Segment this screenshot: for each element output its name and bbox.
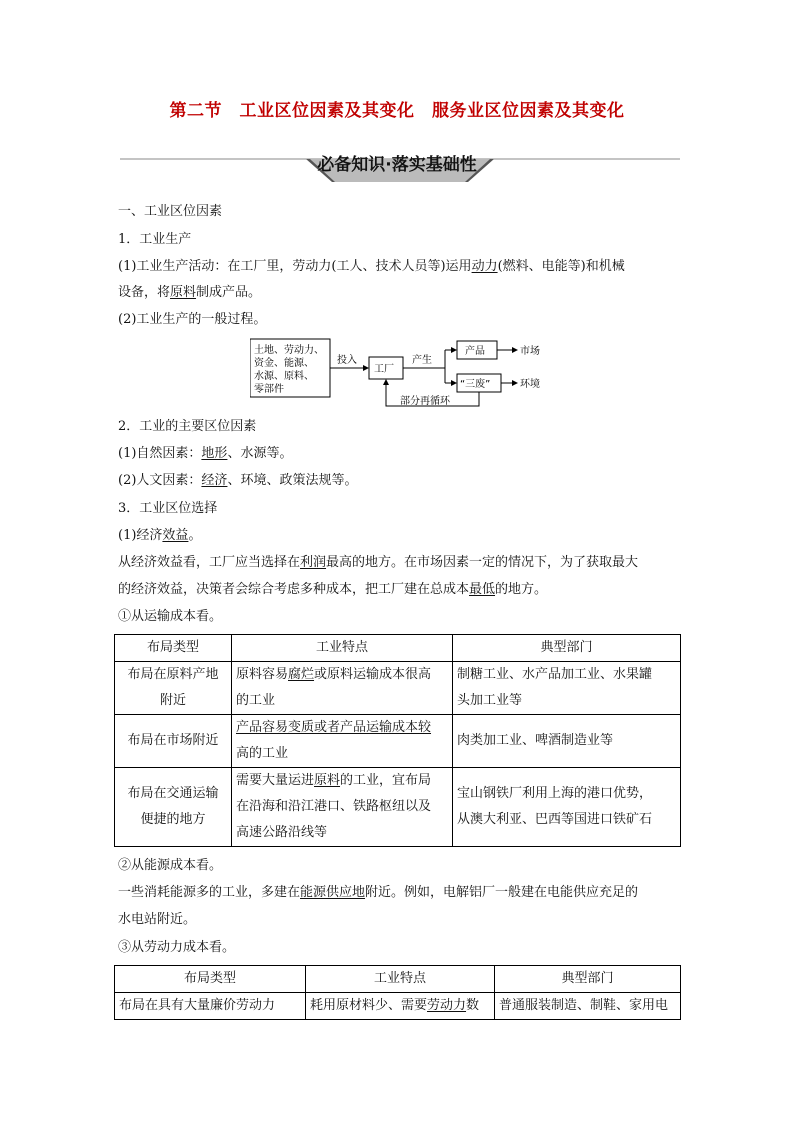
env-label: 环境 [520, 379, 540, 390]
table-cell: 宝山钢铁厂利用上海的港口优势， 从澳大利亚、巴西等国进口铁矿石 [453, 768, 681, 847]
waste-label: “三废” [460, 379, 491, 390]
page-title: 第二节 工业区位因素及其变化 服务业区位因素及其变化 [169, 101, 625, 121]
table-cell: 布局在市场附近 [115, 715, 232, 768]
paragraph: 水电站附近。 [118, 912, 197, 927]
table-cell: 普通服装制造、制鞋、家用电 [495, 993, 681, 1020]
recycle-label: 部分再循环 [400, 396, 450, 407]
input-line: 水源、原料、 [254, 371, 314, 382]
transport-cost-table [114, 634, 681, 847]
table-cell: 需要大量运进原料的工业，宜布局 在沿海和沿江港口、铁路枢纽以及 高速公路沿线等 [232, 768, 453, 847]
table-header: 布局类型 [115, 966, 306, 993]
input-line: 土地、劳动力、 [254, 345, 324, 356]
paragraph: 的经济效益，决策者会综合考虑多种成本，把工厂建在总成本最低的地方。 [118, 582, 548, 597]
produce-label: 产生 [412, 355, 432, 366]
table-header: 典型部门 [495, 966, 681, 993]
invest-label: 投入 [337, 355, 357, 366]
table-row [115, 662, 681, 715]
process-flow-diagram [250, 338, 550, 410]
paragraph: (2)工业生产的一般过程。 [118, 312, 267, 327]
table-cell: 制糖工业、水产品加工业、水果罐 头加工业等 [453, 662, 681, 715]
paragraph: (2)人文因素：经济、环境、政策法规等。 [118, 473, 358, 488]
table-header: 工业特点 [306, 966, 495, 993]
table-row [115, 715, 681, 768]
table-header-row [115, 635, 681, 662]
table-cell: 布局在原料产地 附近 [115, 662, 232, 715]
table-cell: 肉类加工业、啤酒制造业等 [453, 715, 681, 768]
market-label: 市场 [520, 346, 540, 357]
table-header: 典型部门 [453, 635, 681, 662]
table-row [115, 768, 681, 847]
paragraph: 一些消耗能源多的工业，多建在能源供应地附近。例如，电解铝厂一般建在电能供应充足的 [118, 885, 639, 900]
paragraph: 从经济效益看，工厂应当选择在利润最高的地方。在市场因素一定的情况下，为了获取最大 [118, 555, 639, 570]
banner-text: 必备知识·落实基础性 [317, 155, 477, 175]
product-label: 产品 [465, 346, 485, 357]
paragraph: (1)经济效益。 [118, 528, 202, 543]
input-line: 资金、能源、 [254, 358, 314, 369]
input-line: 零部件 [254, 384, 284, 395]
subheading: 2．工业的主要区位因素 [118, 419, 257, 434]
table-cell: 原料容易腐烂或原料运输成本很高 的工业 [232, 662, 453, 715]
table-header: 布局类型 [115, 635, 232, 662]
factory-label: 工厂 [374, 364, 394, 375]
paragraph: (1)工业生产活动：在工厂里，劳动力(工人、技术人员等)运用动力(燃料、电能等)和机械 [118, 259, 625, 274]
table-row [115, 993, 681, 1020]
paragraph: (1)自然因素：地形、水源等。 [118, 446, 293, 461]
table-cell: 布局在交通运输 便捷的地方 [115, 768, 232, 847]
table-cell: 耗用原材料少、需要劳动力数 [306, 993, 495, 1020]
paragraph: 设备，将原料制成产品。 [118, 285, 262, 300]
table-header: 工业特点 [232, 635, 453, 662]
labor-cost-table [114, 965, 681, 1020]
table-cell: 布局在具有大量廉价劳动力 [115, 993, 306, 1020]
subheading: 3．工业区位选择 [118, 501, 218, 516]
paragraph: ①从运输成本看。 [118, 609, 223, 624]
table-header-row [115, 966, 681, 993]
paragraph: ③从劳动力成本看。 [118, 940, 236, 955]
table-cell: 产品容易变质或者产品运输成本较 高的工业 [232, 715, 453, 768]
paragraph: ②从能源成本看。 [118, 858, 223, 873]
section-heading: 一、工业区位因素 [118, 204, 223, 219]
subheading: 1．工业生产 [118, 232, 192, 247]
